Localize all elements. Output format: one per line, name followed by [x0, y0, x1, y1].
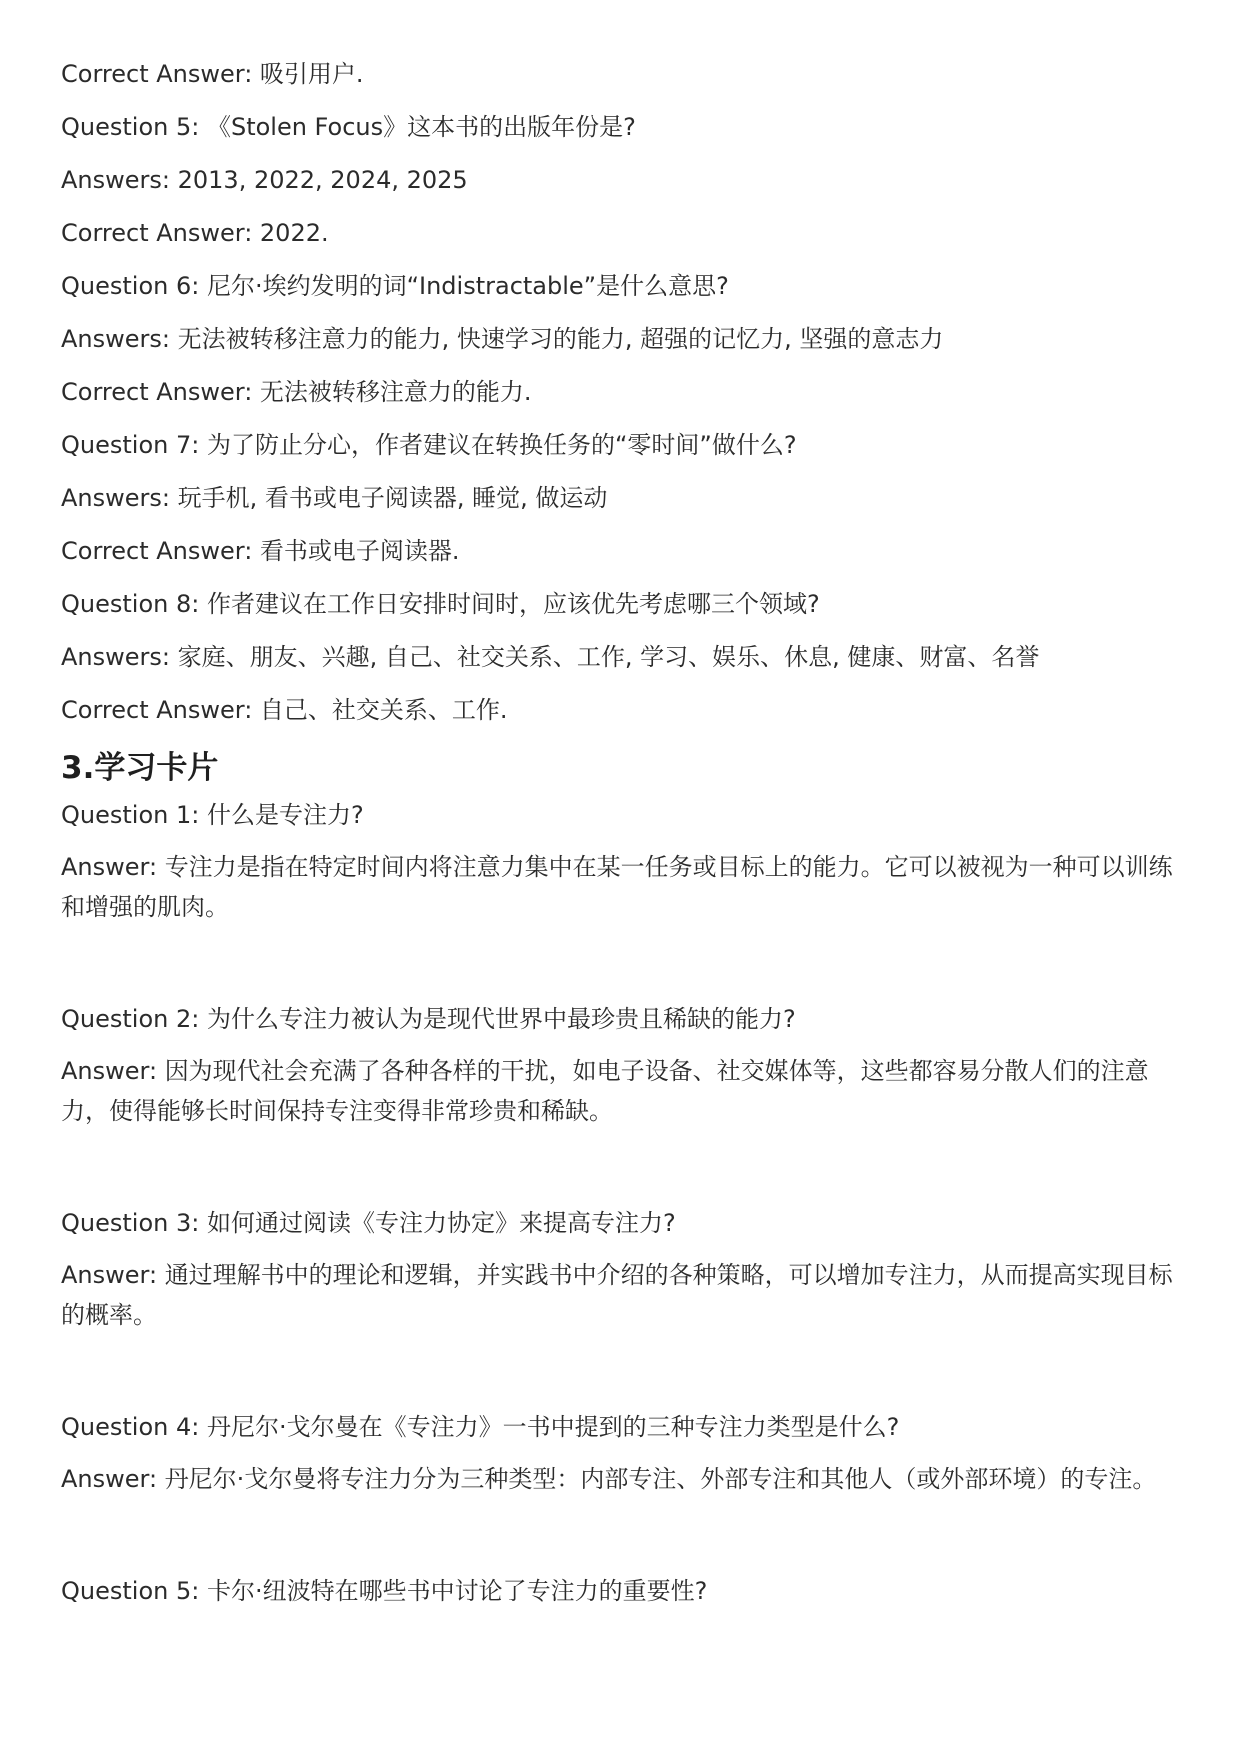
spacer [61, 1131, 1181, 1209]
flashcard-question: Question 3: 如何通过阅读《专注力协定》来提高专注力? [61, 1209, 676, 1237]
flashcard-question: Question 1: 什么是专注力? [61, 801, 364, 829]
quiz-answers: Answers: 玩手机, 看书或电子阅读器, 睡觉, 做运动 [61, 484, 608, 512]
quiz-correct-answer: Correct Answer: 自己、社交关系、工作. [61, 696, 508, 724]
quiz-correct-answer: Correct Answer: 吸引用户. [61, 60, 364, 88]
quiz-answers: Answers: 家庭、朋友、兴趣, 自己、社交关系、工作, 学习、娱乐、休息, 健康、财富、名誉 [61, 643, 1040, 671]
flashcard-question: Question 2: 为什么专注力被认为是现代世界中最珍贵且稀缺的能力? [61, 1005, 796, 1033]
flashcard [61, 1577, 1181, 1605]
flashcard [61, 1413, 1181, 1499]
flashcard-answer: Answer: 通过理解书中的理论和逻辑，并实践书中介绍的各种策略，可以增加专注力，从而提高实现目标的概率。 [61, 1261, 1173, 1329]
quiz-correct-answer: Correct Answer: 2022. [61, 219, 329, 247]
flashcard-answer: Answer: 专注力是指在特定时间内将注意力集中在某一任务或目标上的能力。它可以被视为一种可以训练和增强的肌肉。 [61, 853, 1173, 921]
spacer [61, 1499, 1181, 1577]
quiz-question: Question 8: 作者建议在工作日安排时间时，应该优先考虑哪三个领域? [61, 590, 820, 618]
flashcard [61, 1209, 1181, 1335]
spacer [61, 927, 1181, 1005]
flashcard-answer: Answer: 丹尼尔·戈尔曼将专注力分为三种类型：内部专注、外部专注和其他人（或外部环境）的专注。 [61, 1465, 1157, 1493]
quiz-answers: Answers: 无法被转移注意力的能力, 快速学习的能力, 超强的记忆力, 坚强的意志力 [61, 325, 944, 353]
document-page [61, 60, 1181, 1629]
flashcard-question: Question 5: 卡尔·纽波特在哪些书中讨论了专注力的重要性? [61, 1577, 708, 1605]
quiz-answers: Answers: 2013, 2022, 2024, 2025 [61, 166, 468, 194]
quiz-correct-answer: Correct Answer: 无法被转移注意力的能力. [61, 378, 532, 406]
flashcards [61, 801, 1181, 1605]
quiz-correct-answer: Correct Answer: 看书或电子阅读器. [61, 537, 460, 565]
quiz-question: Question 5: 《Stolen Focus》这本书的出版年份是? [61, 113, 636, 141]
quiz-question: Question 6: 尼尔·埃约发明的词“Indistractable”是什么意思? [61, 272, 729, 300]
quiz-question: Question 7: 为了防止分心，作者建议在转换任务的“零时间”做什么? [61, 431, 797, 459]
section-title: 3.学习卡片 [61, 750, 219, 786]
flashcard-question: Question 4: 丹尼尔·戈尔曼在《专注力》一书中提到的三种专注力类型是什么? [61, 1413, 900, 1441]
flashcard [61, 801, 1181, 927]
spacer [61, 1335, 1181, 1413]
flashcard [61, 1005, 1181, 1131]
flashcard-answer: Answer: 因为现代社会充满了各种各样的干扰，如电子设备、社交媒体等，这些都容易分散人们的注意力，使得能够长时间保持专注变得非常珍贵和稀缺。 [61, 1057, 1149, 1125]
quiz-section [61, 60, 1181, 724]
